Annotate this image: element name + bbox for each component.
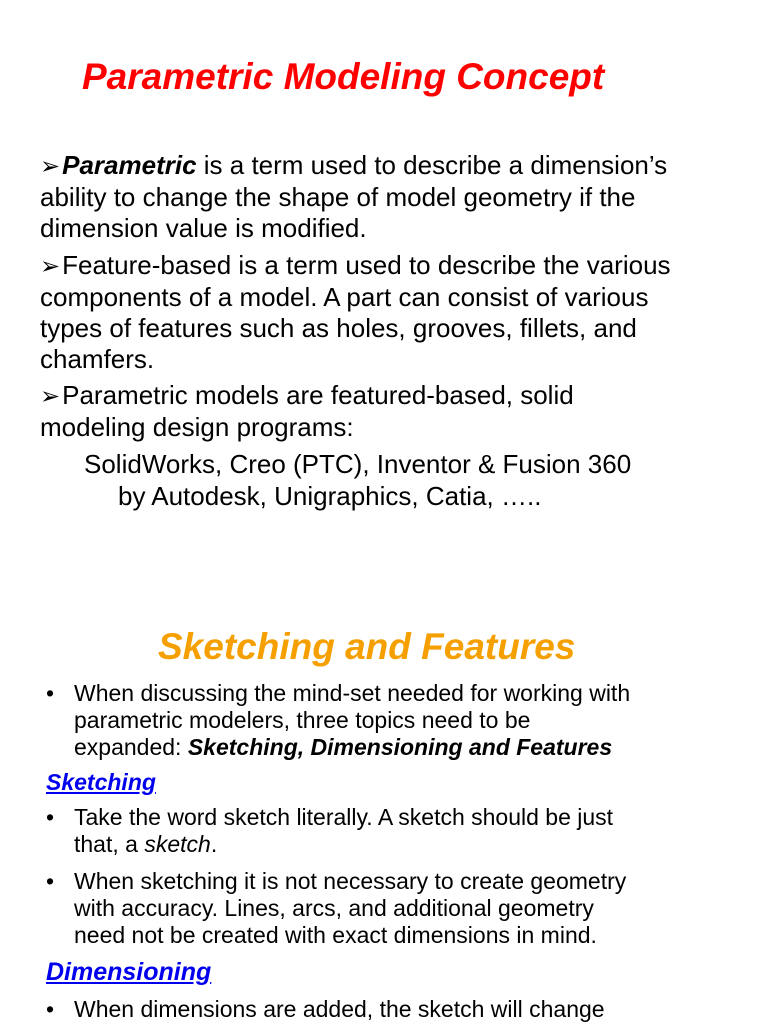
arrow-bullet-icon: ➢: [40, 253, 61, 280]
para1-line2: ability to change the shape of model geometry if the: [40, 182, 636, 212]
bullet3-line2: with accuracy. Lines, arcs, and additional geometry: [74, 895, 594, 921]
bullet-sketch-accuracy: [46, 868, 766, 950]
para2-line1: Feature-based is a term used to describe the various: [62, 250, 671, 280]
page-title: Parametric Modeling Concept: [82, 56, 605, 97]
bullet-icon: •: [46, 804, 55, 830]
bullet-icon: •: [46, 996, 55, 1022]
bullet1-line1: When discussing the mind-set needed for working with: [74, 680, 631, 706]
para2-line3: types of features such as holes, grooves, fillets, and: [40, 313, 637, 343]
arrow-bullet-icon: ➢: [40, 383, 61, 410]
link-dimensioning[interactable]: Dimensioning: [46, 958, 212, 986]
bullet2-period: .: [210, 831, 218, 857]
arrow-bullet-icon: ➢: [40, 153, 61, 180]
para2-line4: chamfers.: [40, 344, 155, 374]
para2-line2: components of a model. A part can consist of various: [40, 282, 649, 312]
para3-line1: Parametric models are featured-based, solid: [62, 380, 574, 410]
term-sketch: sketch: [144, 831, 211, 857]
bullet3-line3: need not be created with exact dimensions in mind.: [74, 922, 597, 948]
bullet1-line2: parametric modelers, three topics need to be: [74, 707, 531, 733]
bullet2-line2: that, a: [74, 831, 145, 857]
bullet-mindset: [46, 680, 766, 762]
paragraph-feature-based: [40, 250, 671, 375]
section-heading-sketching-features: Sketching and Features: [158, 626, 576, 667]
term-parametric: Parametric: [62, 150, 197, 180]
software-list-line1: SolidWorks, Creo (PTC), Inventor & Fusion 360: [84, 449, 632, 479]
software-list-line2: by Autodesk, Unigraphics, Catia, …..: [118, 481, 542, 511]
bullet2-line1: Take the word sketch literally. A sketch should be just: [74, 804, 614, 830]
link-sketching[interactable]: Sketching: [46, 769, 156, 795]
bullet-dimensions-added: [46, 996, 766, 1024]
bullet-icon: •: [46, 868, 55, 894]
paragraph-parametric: [40, 150, 667, 244]
bullet-sketch-literal: [46, 804, 766, 860]
bullet4-line1: When dimensions are added, the sketch will change: [74, 996, 605, 1022]
bullet3-line1: When sketching it is not necessary to create geometry: [74, 868, 627, 894]
para3-line2: modeling design programs:: [40, 412, 354, 442]
paragraph-programs: [40, 380, 631, 512]
para1-line3: dimension value is modified.: [40, 213, 367, 243]
topics-list: Sketching, Dimensioning and Features: [187, 734, 613, 760]
bullet-icon: •: [46, 680, 55, 706]
bullet1-line3: expanded:: [74, 734, 188, 760]
para1-line1: is a term used to describe a dimension’s: [196, 150, 668, 180]
